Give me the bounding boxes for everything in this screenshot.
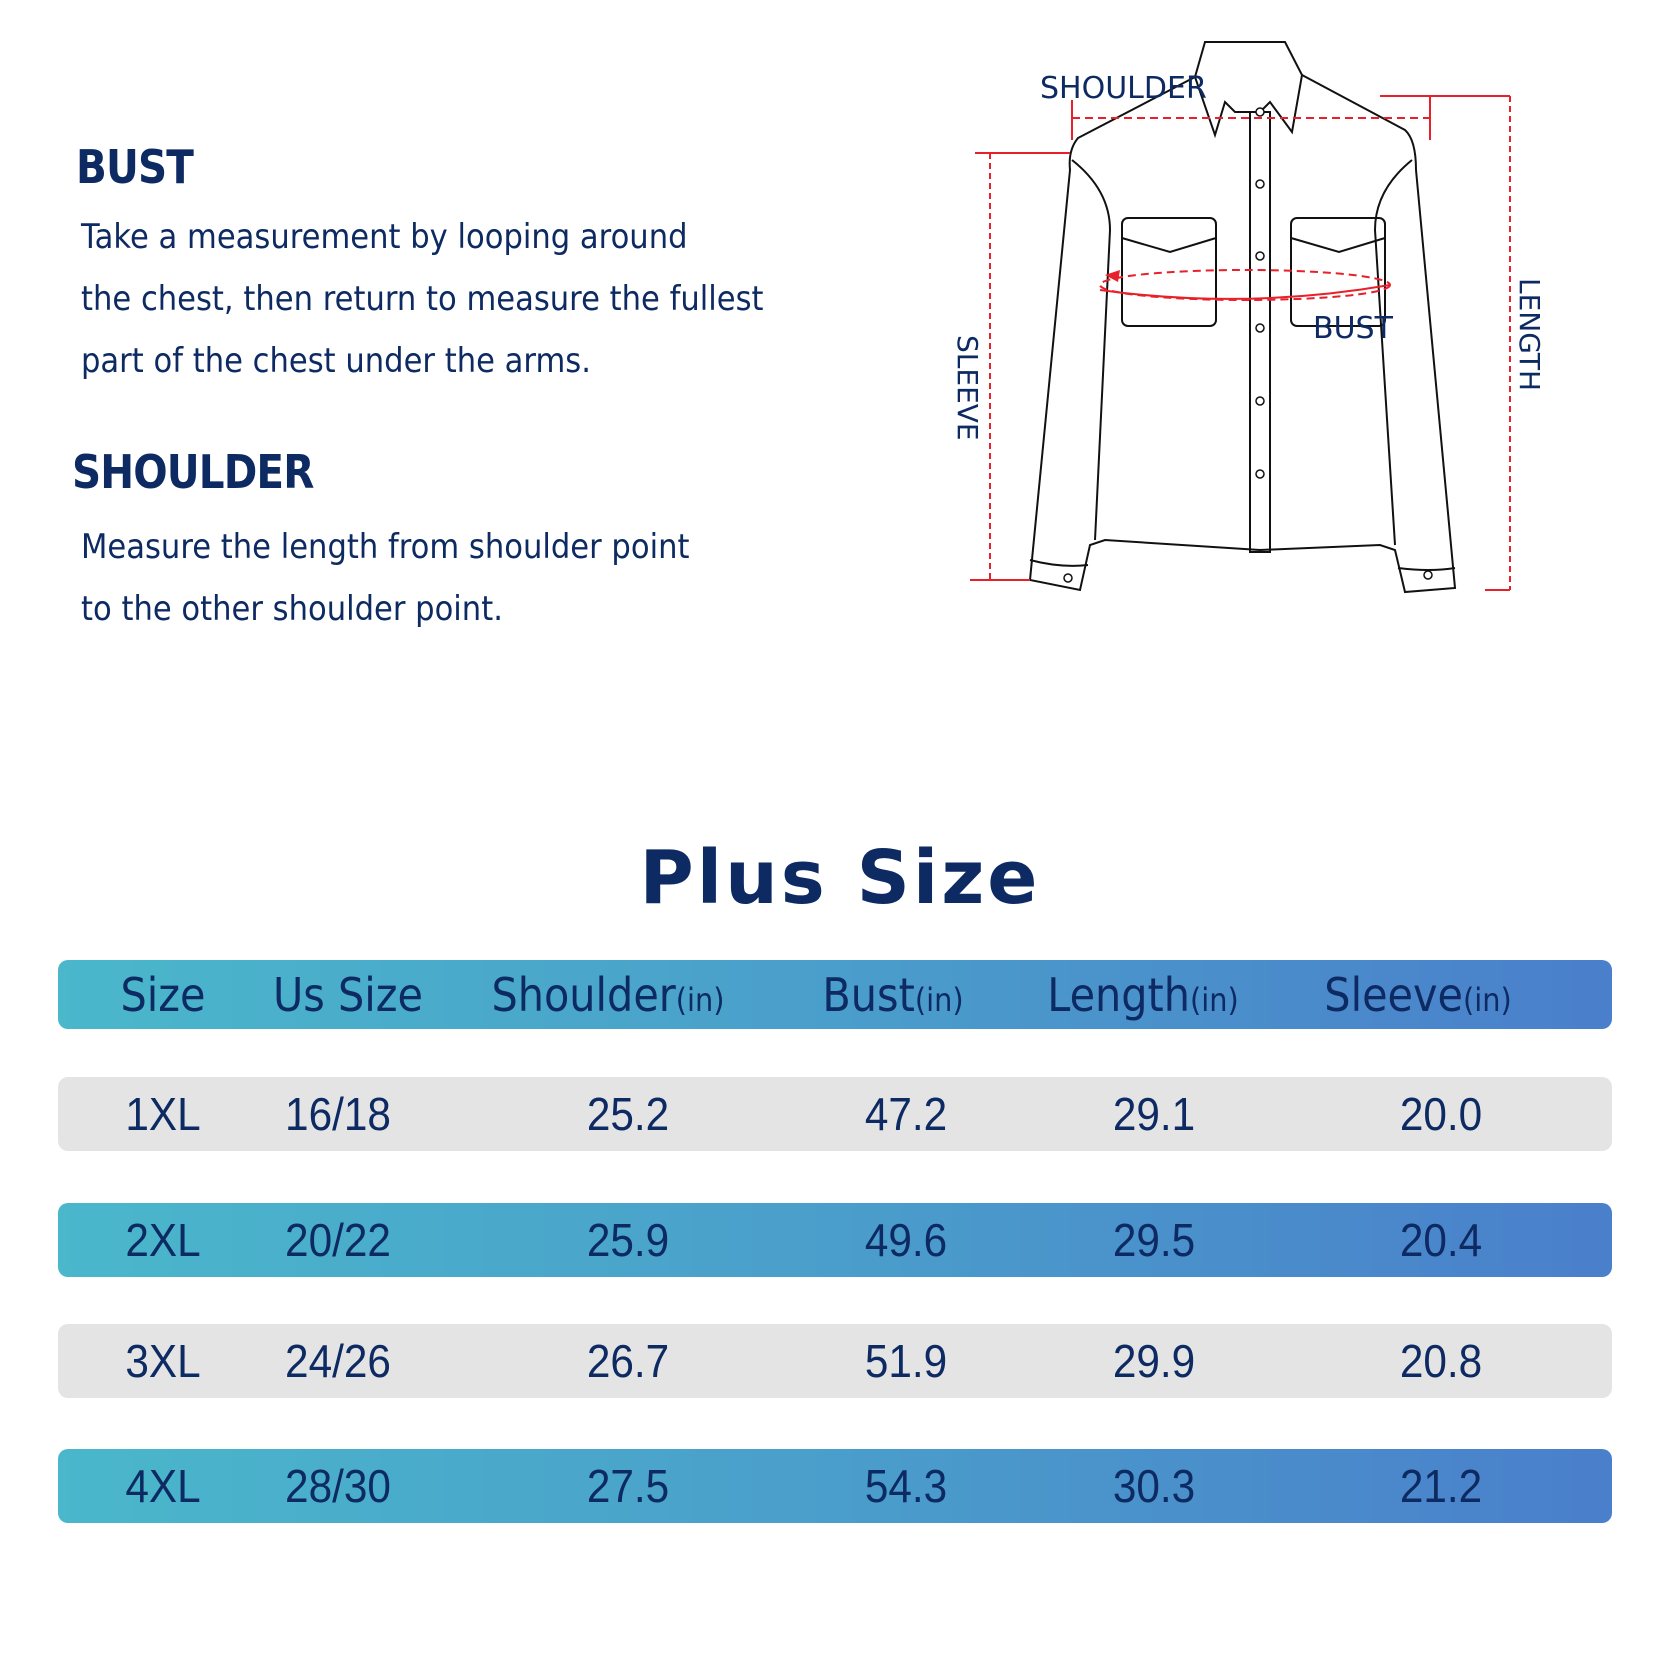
bust-label: BUST bbox=[1313, 311, 1393, 346]
cell-size: 2XL bbox=[125, 1214, 201, 1266]
sleeve-label: SLEEVE bbox=[951, 335, 984, 441]
cell-us-size: 28/30 bbox=[285, 1460, 391, 1512]
bust-heading: BUST bbox=[76, 140, 193, 194]
cell-length: 29.1 bbox=[1112, 1088, 1196, 1140]
cell-size: 1XL bbox=[125, 1088, 201, 1140]
cell-bust: 51.9 bbox=[864, 1335, 948, 1387]
cell-sleeve: 20.8 bbox=[1399, 1335, 1483, 1387]
header-sleeve: Sleeve(in) bbox=[1324, 967, 1512, 1022]
shoulder-description-line: to the other shoulder point. bbox=[81, 589, 503, 629]
bust-description-line: the chest, then return to measure the fullest bbox=[81, 279, 764, 319]
table-row bbox=[58, 1449, 1612, 1523]
size-table-header bbox=[58, 960, 1612, 1029]
cell-shoulder: 26.7 bbox=[586, 1335, 670, 1387]
cell-bust: 49.6 bbox=[864, 1214, 948, 1266]
cell-size: 3XL bbox=[125, 1335, 201, 1387]
shoulder-heading: SHOULDER bbox=[72, 445, 314, 499]
header-bust: Bust(in) bbox=[822, 967, 964, 1022]
header-length: Length(in) bbox=[1047, 967, 1239, 1022]
cell-us-size: 20/22 bbox=[285, 1214, 391, 1266]
shoulder-label: SHOULDER bbox=[1040, 71, 1207, 106]
cell-sleeve: 21.2 bbox=[1399, 1460, 1483, 1512]
cell-us-size: 16/18 bbox=[285, 1088, 391, 1140]
cell-shoulder: 27.5 bbox=[586, 1460, 670, 1512]
cell-shoulder: 25.2 bbox=[586, 1088, 670, 1140]
table-row bbox=[58, 1203, 1612, 1277]
cell-bust: 54.3 bbox=[864, 1460, 948, 1512]
cell-size: 4XL bbox=[125, 1460, 201, 1512]
size-table-title: Plus Size bbox=[639, 835, 1041, 921]
cell-length: 29.5 bbox=[1112, 1214, 1196, 1266]
cell-sleeve: 20.4 bbox=[1399, 1214, 1483, 1266]
cell-bust: 47.2 bbox=[864, 1088, 948, 1140]
header-size: Size bbox=[120, 967, 206, 1022]
header-us-size: Us Size bbox=[272, 967, 424, 1022]
bust-description bbox=[81, 206, 764, 392]
table-row bbox=[58, 1077, 1612, 1151]
bust-description-line: Take a measurement by looping around bbox=[81, 217, 688, 257]
cell-sleeve: 20.0 bbox=[1399, 1088, 1483, 1140]
shoulder-description-line: Measure the length from shoulder point bbox=[81, 527, 690, 567]
header-shoulder: Shoulder(in) bbox=[491, 967, 725, 1022]
length-label: LENGTH bbox=[1513, 278, 1546, 392]
shoulder-description bbox=[81, 516, 689, 640]
table-row bbox=[58, 1324, 1612, 1398]
bust-description-line: part of the chest under the arms. bbox=[81, 341, 591, 381]
shirt-outline-icon bbox=[930, 20, 1560, 620]
cell-length: 29.9 bbox=[1112, 1335, 1196, 1387]
cell-length: 30.3 bbox=[1112, 1460, 1196, 1512]
cell-shoulder: 25.9 bbox=[586, 1214, 670, 1266]
cell-us-size: 24/26 bbox=[285, 1335, 391, 1387]
shirt-measurement-diagram bbox=[930, 20, 1560, 620]
